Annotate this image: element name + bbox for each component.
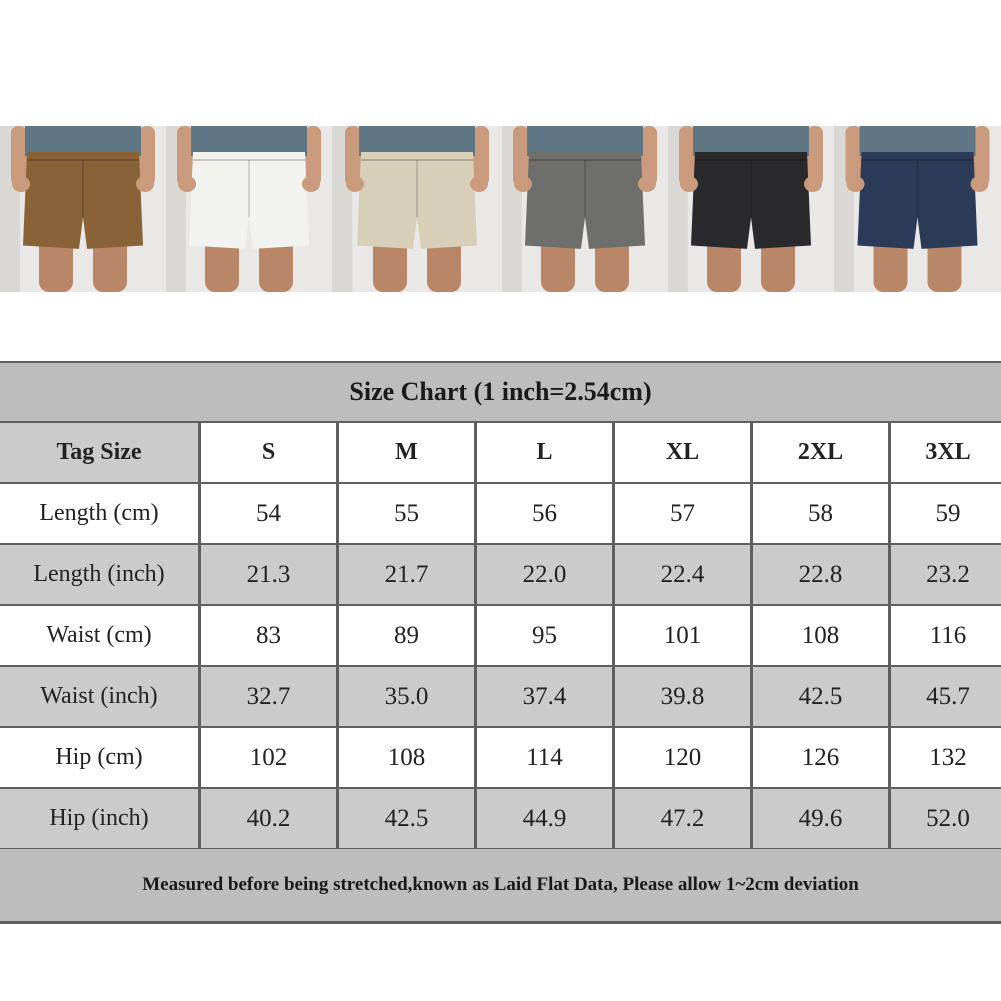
table-cell: 58 <box>753 484 888 543</box>
table-cell: 42.5 <box>339 789 474 848</box>
header-size-m: M <box>339 423 474 482</box>
table-cell: 57 <box>615 484 750 543</box>
table-cell: 35.0 <box>339 667 474 726</box>
table-cell: 49.6 <box>753 789 888 848</box>
black-shorts-illustration <box>668 126 834 292</box>
table-cell: 89 <box>339 606 474 665</box>
khaki-brown-shorts-illustration <box>0 126 166 292</box>
table-cell: 22.0 <box>477 545 612 604</box>
table-cell: 45.7 <box>891 667 1001 726</box>
table-cell: 95 <box>477 606 612 665</box>
header-size-xl: XL <box>615 423 750 482</box>
table-cell: 114 <box>477 728 612 787</box>
table-cell: 126 <box>753 728 888 787</box>
table-cell: 44.9 <box>477 789 612 848</box>
table-cell: 52.0 <box>891 789 1001 848</box>
beige-shorts-illustration <box>332 126 502 292</box>
photo-white-shorts <box>166 126 332 292</box>
photo-gray-shorts <box>502 126 668 292</box>
photo-navy-shorts <box>834 126 1001 292</box>
row-label-hip-inch: Hip (inch) <box>0 789 198 848</box>
header-size-2xl: 2XL <box>753 423 888 482</box>
table-cell: 22.4 <box>615 545 750 604</box>
table-cell: 23.2 <box>891 545 1001 604</box>
gray-shorts-illustration <box>502 126 668 292</box>
photo-black-shorts <box>668 126 834 292</box>
size-chart-table <box>0 361 1001 924</box>
table-cell: 40.2 <box>201 789 336 848</box>
header-size-s: S <box>201 423 336 482</box>
table-cell: 37.4 <box>477 667 612 726</box>
size-chart-grid <box>0 423 1001 848</box>
row-label-length-cm: Length (cm) <box>0 484 198 543</box>
table-cell: 132 <box>891 728 1001 787</box>
table-cell: 32.7 <box>201 667 336 726</box>
table-cell: 56 <box>477 484 612 543</box>
table-cell: 83 <box>201 606 336 665</box>
white-shorts-illustration <box>166 126 332 292</box>
row-label-hip-cm: Hip (cm) <box>0 728 198 787</box>
product-photo-strip <box>0 126 1001 292</box>
table-cell: 21.3 <box>201 545 336 604</box>
table-cell: 42.5 <box>753 667 888 726</box>
table-cell: 116 <box>891 606 1001 665</box>
table-cell: 59 <box>891 484 1001 543</box>
table-cell: 101 <box>615 606 750 665</box>
header-size-l: L <box>477 423 612 482</box>
row-label-waist-cm: Waist (cm) <box>0 606 198 665</box>
photo-beige-shorts <box>332 126 502 292</box>
table-cell: 47.2 <box>615 789 750 848</box>
header-tag-size: Tag Size <box>0 423 198 482</box>
table-cell: 108 <box>339 728 474 787</box>
header-size-3xl: 3XL <box>891 423 1001 482</box>
measurement-note: Measured before being stretched,known as Laid Flat Data, Please allow 1~2cm deviation <box>0 849 1001 921</box>
table-cell: 21.7 <box>339 545 474 604</box>
table-cell: 102 <box>201 728 336 787</box>
table-cell: 39.8 <box>615 667 750 726</box>
photo-khaki-brown-shorts <box>0 126 166 292</box>
table-cell: 22.8 <box>753 545 888 604</box>
table-cell: 55 <box>339 484 474 543</box>
size-chart-title: Size Chart (1 inch=2.54cm) <box>0 363 1001 421</box>
table-cell: 120 <box>615 728 750 787</box>
row-label-length-inch: Length (inch) <box>0 545 198 604</box>
row-label-waist-inch: Waist (inch) <box>0 667 198 726</box>
table-cell: 108 <box>753 606 888 665</box>
navy-shorts-illustration <box>834 126 1001 292</box>
table-cell: 54 <box>201 484 336 543</box>
